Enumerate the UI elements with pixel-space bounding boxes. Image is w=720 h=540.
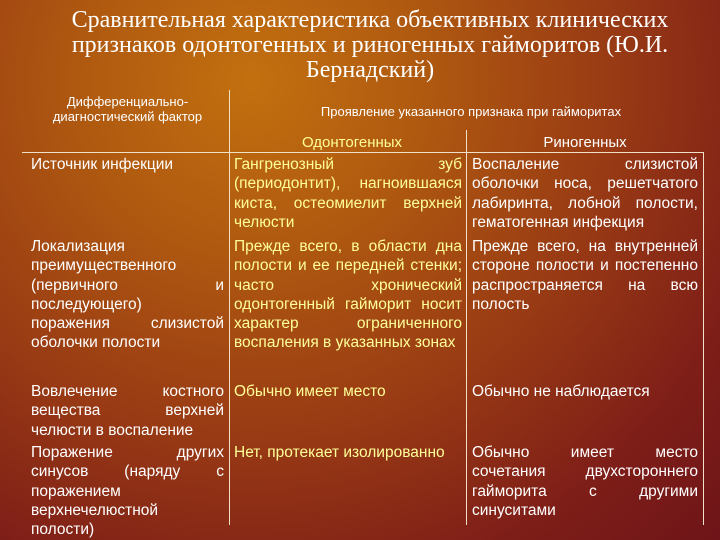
row-1-odontogenic: Гангренозный зуб (периодонтит), нагноившаяся киста, остеомиелит верхней челюсти: [234, 156, 462, 231]
factor-column-header: Дифференциально-диагностический фактор: [52, 94, 203, 124]
row-1-rhinogenic: Воспаление слизистой оболочки носа, решетчатого лабиринта, лобной полости, гематогенная инфекция: [472, 156, 698, 231]
table-right-border: [703, 152, 704, 525]
row-4-factor: Поражение других синусов (наряду с поражением верхнечелюстной полости): [31, 444, 224, 539]
row-2-rhinogenic: Прежде всего, на внутренней стороне полости и постепенно распространяется на всю полость: [472, 238, 698, 313]
row-1-factor: Источник инфекции: [31, 156, 174, 173]
manifestation-header: Проявление указанного признака при гайморитах: [320, 104, 622, 119]
column-divider-2: [466, 130, 467, 525]
page-title: Сравнительная характеристика объективных клинических признаков одонтогенных и риногенных гайморитов (Ю.И. Бернадский): [71, 7, 669, 83]
header-divider: [22, 152, 704, 153]
row-4-rhinogenic: Обычно имеет место сочетания двухстороннего гайморита с другими синуситами: [472, 444, 698, 519]
row-2-odontogenic: Прежде всего, в области дна полости и ее передней стенки; часто хронический одонтогенный гайморит носит характер ограниченного воспаления в указанных зонах: [234, 238, 462, 352]
row-2-factor: Локализация преимущественного (первичного и последующего) поражения слизистой оболочки полости: [31, 238, 224, 352]
row-3-rhinogenic: Обычно не наблюдается: [472, 383, 650, 400]
column-header-odontogenic: Одонтогенных: [301, 134, 403, 151]
column-header-rhinogenic: Риногенных: [543, 134, 627, 151]
row-4-odontogenic: Нет, протекает изолированно: [234, 444, 445, 461]
column-divider-1: [229, 90, 230, 525]
row-3-factor: Вовлечение костного вещества верхней челюсти в воспаление: [31, 383, 224, 439]
row-3-odontogenic: Обычно имеет место: [234, 383, 386, 400]
